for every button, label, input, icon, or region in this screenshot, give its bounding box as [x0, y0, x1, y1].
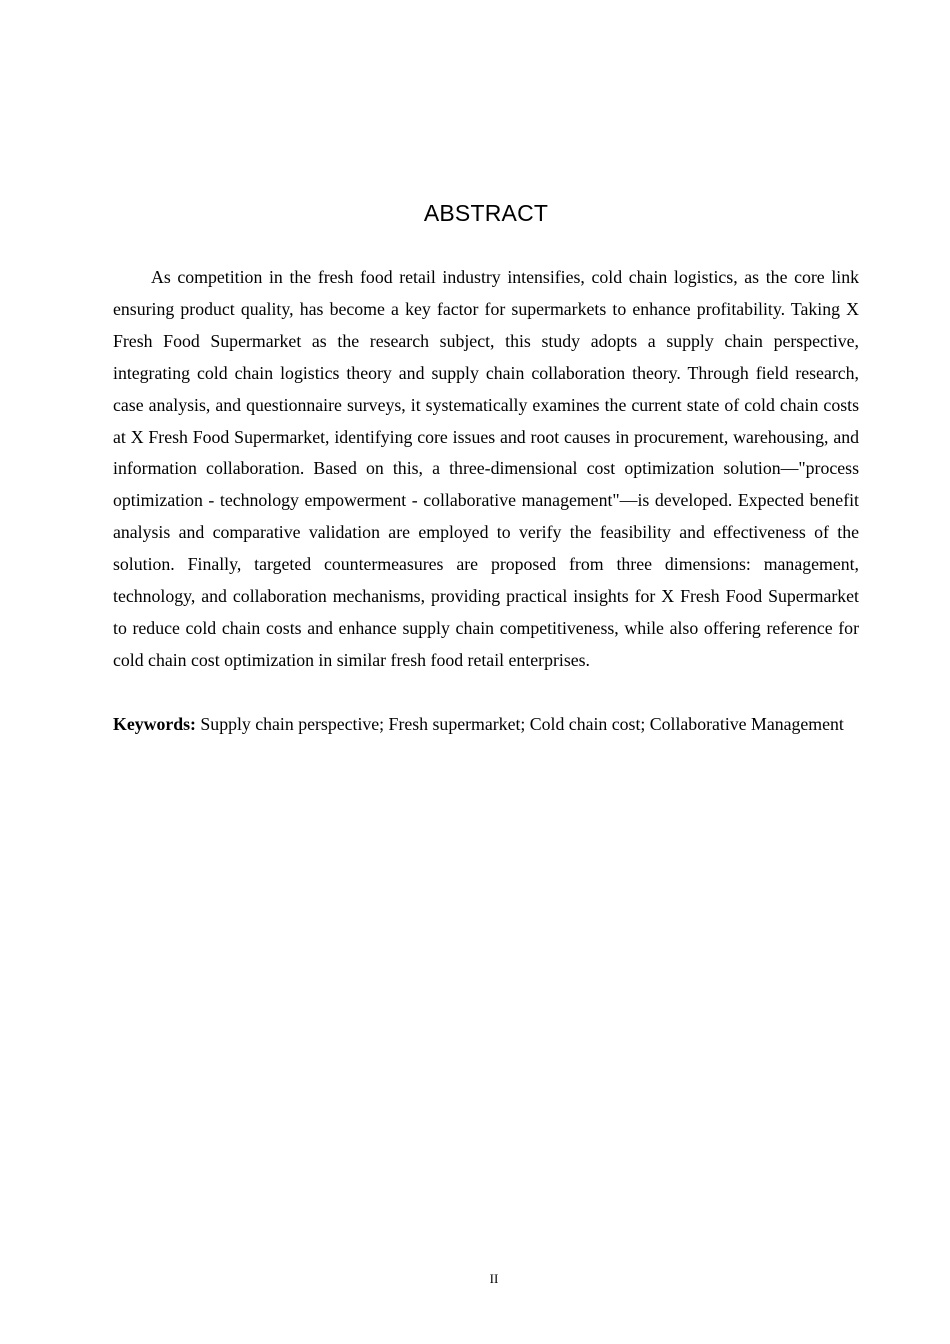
- abstract-paragraph: As competition in the fresh food retail industry intensifies, cold chain logistics, as the core link ensuring product quality, has become a key factor for supermarkets to enhance profitability. Taking X Fresh Food Supermarket as the research subject, this study adopts a supply chain perspective, integrating cold chain logistics theory and supply chain collaboration theory. Through field research, case analysis, and questionnaire surveys, it systematically examines the current state of cold chain costs at X Fresh Food Supermarket, identifying core issues and root causes in procurement, warehousing, and information collaboration. Based on this, a three-dimensional cost optimization solution—"process optimization - technology empowerment - collaborative management"—is developed. Expected benefit analysis and comparative validation are employed to verify the feasibility and effectiveness of the solution. Finally, targeted countermeasures are proposed from three dimensions: management, technology, and collaboration mechanisms, providing practical insights for X Fresh Food Supermarket to reduce cold chain costs and enhance supply chain competitiveness, while also offering reference for cold chain cost optimization in similar fresh food retail enterprises.: [113, 267, 859, 670]
- keywords-line: [113, 709, 859, 741]
- keywords-label: Keywords:: [113, 714, 196, 734]
- keywords-text: Supply chain perspective; Fresh supermarket; Cold chain cost; Collaborative Management: [200, 714, 844, 734]
- page-number: II: [489, 1271, 499, 1286]
- page-title: ABSTRACT: [423, 200, 549, 226]
